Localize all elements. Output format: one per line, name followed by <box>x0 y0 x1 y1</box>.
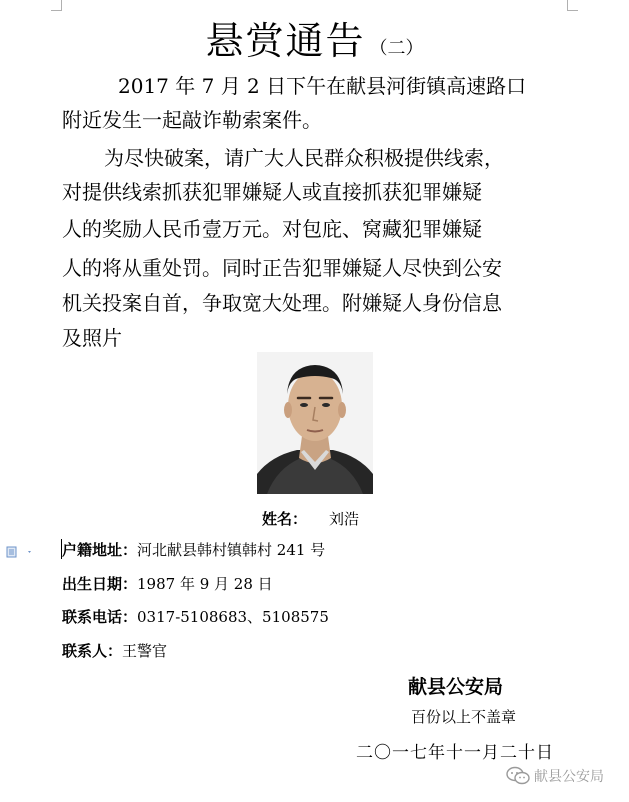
suspect-name: 刘浩 <box>329 510 360 528</box>
info-phone <box>62 606 329 627</box>
info-value: 王警官 <box>122 642 168 660</box>
info-birthdate <box>62 573 273 594</box>
info-label: 联系电话： <box>62 608 138 626</box>
body-line: 对提供线索抓获犯罪嫌疑人或直接抓获犯罪嫌疑 <box>62 180 482 204</box>
watermark <box>506 765 604 787</box>
body-line: 2017 年 7 月 2 日下午在献县河街镇高速路口 <box>118 74 527 98</box>
info-label: 户籍地址： <box>62 541 138 559</box>
watermark-text: 献县公安局 <box>534 769 604 785</box>
signature-org: 献县公安局 <box>408 676 504 698</box>
body-line: 机关投案自首，争取宽大处理。附嫌疑人身份信息 <box>62 291 502 315</box>
info-address <box>62 539 325 560</box>
title-suffix: （二） <box>369 38 424 59</box>
info-value: 河北献县韩村镇韩村 241 号 <box>137 541 326 559</box>
paste-options-icon[interactable] <box>6 543 34 555</box>
document-title <box>0 10 629 65</box>
info-label: 出生日期： <box>62 575 138 593</box>
info-label: 联系人： <box>62 642 123 660</box>
info-value: 0317-5108683、5108575 <box>137 608 329 626</box>
info-value: 1987 年 9 月 28 日 <box>137 575 273 593</box>
body-line: 及照片 <box>62 326 122 350</box>
signature-date: 二〇一七年十一月二十日 <box>356 743 554 763</box>
body-line: 附近发生一起敲诈勒索案件。 <box>62 108 322 132</box>
info-contact <box>62 640 167 661</box>
suspect-photo <box>257 352 373 494</box>
wechat-logo-icon <box>506 766 530 786</box>
suspect-name-line <box>262 508 359 529</box>
body-line: 人的将从重处罚。同时正告犯罪嫌疑人尽快到公安 <box>62 256 502 280</box>
signature-note: 百份以上不盖章 <box>411 708 517 726</box>
body-line: 为尽快破案，请广大人民群众积极提供线索， <box>104 146 504 170</box>
name-label: 姓名： <box>262 510 308 528</box>
body-line: 人的奖励人民币壹万元。对包庇、窝藏犯罪嫌疑 <box>62 217 482 241</box>
title-text: 悬赏通告 <box>205 19 366 63</box>
